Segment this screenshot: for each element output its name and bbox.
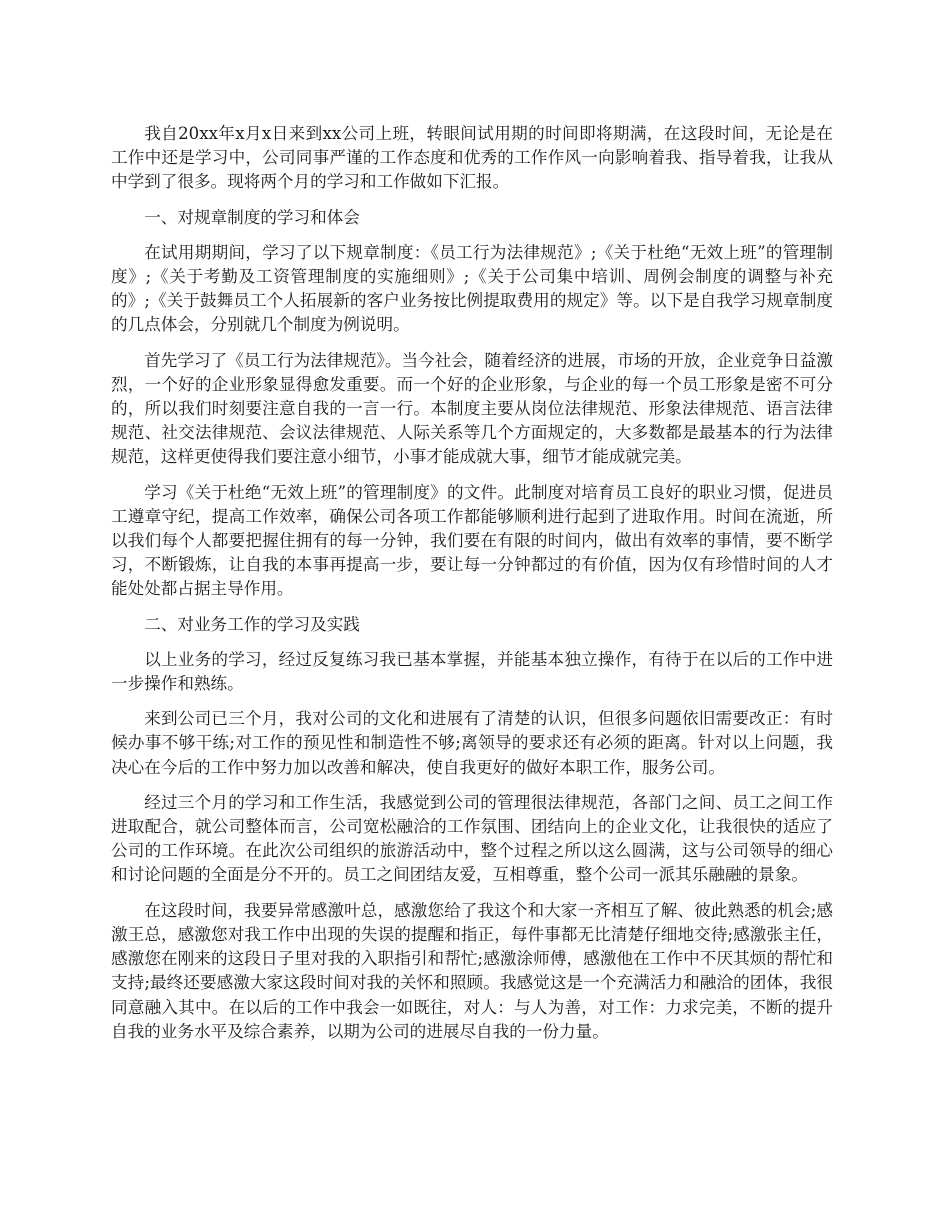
paragraph-regulations-list: 在试用期期间，学习了以下规章制度：《员工行为法律规范》;《关于杜绝“无效上班”的管理制度》;《关于考勤及工资管理制度的实施细则》;《关于公司集中培训、周例会制度的调整与补充的》;《关于鼓舞员工个人拓展新的客户业务按比例提取费用的规定》等。以下是自我学习规章制度的几点体会，分别就几个制度为例说明。: [111, 242, 833, 335]
section-heading-2: 二、对业务工作的学习及实践: [144, 614, 360, 634]
paragraph-effective-work: 学习《关于杜绝“无效上班”的管理制度》的文件。此制度对培育员工良好的职业习惯，促进员工遵章守纪，提高工作效率，确保公司各项工作都能够顺利进行起到了进取作用。时间在流逝，所以我们每个人都要把握住拥有的每一分钟，我们要在有限的时间内，做出有效率的事情，要不断学习，不断锻炼，让自我的本事再提高一步，要让每一分钟都过的有价值，因为仅有珍惜时间的人才能处处都占据主导作用。: [111, 482, 833, 599]
paragraph-conduct-code: 首先学习了《员工行为法律规范》。当今社会，随着经济的进展，市场的开放，企业竞争日益激烈，一个好的企业形象显得愈发重要。而一个好的企业形象，与企业的每一个员工形象是密不可分的，所以我们时刻要注意自我的一言一行。本制度主要从岗位法律规范、形象法律规范、语言法律规范、社交法律规范、会议法律规范、人际关系等几个方面规定的，大多数都是最基本的行为法律规范，这样更使得我们要注意小细节，小事才能成就大事，细节才能成就完美。: [111, 350, 833, 467]
document-body: [111, 122, 833, 1055]
paragraph-improvements: 来到公司已三个月，我对公司的文化和进展有了清楚的认识，但很多问题依旧需要改正：有时候办事不够干练;对工作的预见性和制造性不够;离领导的要求还有必须的距离。针对以上问题，我决心在今后的工作中努力加以改善和解决，使自我更好的做好本职工作，服务公司。: [111, 709, 833, 777]
section-heading-1: 一、对规章制度的学习和体会: [144, 207, 360, 227]
paragraph-business-practice: 以上业务的学习，经过反复练习我已基本掌握，并能基本独立操作，有待于在以后的工作中进一步操作和熟练。: [111, 649, 833, 694]
paragraph-intro: 我自20xx年x月x日来到xx公司上班，转眼间试用期的时间即将期满，在这段时间，无论是在工作中还是学习中，公司同事严谨的工作态度和优秀的工作作风一向影响着我、指导着我，让我从中学到了很多。现将两个月的学习和工作做如下汇报。: [111, 124, 833, 192]
paragraph-thanks: 在这段时间，我要异常感激叶总，感激您给了我这个和大家一齐相互了解、彼此熟悉的机会;感激王总，感激您对我工作中出现的失误的提醒和指正，每件事都无比清楚仔细地交待;感激张主任，感激您在刚来的这段日子里对我的入职指引和帮忙;感激涂师傅，感激他在工作中不厌其烦的帮忙和支持;最终还要感激大家这段时间对我的关怀和照顾。我感觉这是一个充满活力和融洽的团体，我很同意融入其中。在以后的工作中我会一如既往，对人：与人为善，对工作：力求完美，不断的提升自我的业务水平及综合素养，以期为公司的进展尽自我的一份力量。: [111, 900, 833, 1041]
paragraph-company-culture: 经过三个月的学习和工作生活，我感觉到公司的管理很法律规范，各部门之间、员工之间工作进取配合，就公司整体而言，公司宽松融洽的工作氛围、团结向上的企业文化，让我很快的适应了公司的工作环境。在此次公司组织的旅游活动中，整个过程之所以这么圆满，这与公司领导的细心和讨论问题的全面是分不开的。员工之间团结友爱，互相尊重，整个公司一派其乐融融的景象。: [111, 792, 833, 885]
